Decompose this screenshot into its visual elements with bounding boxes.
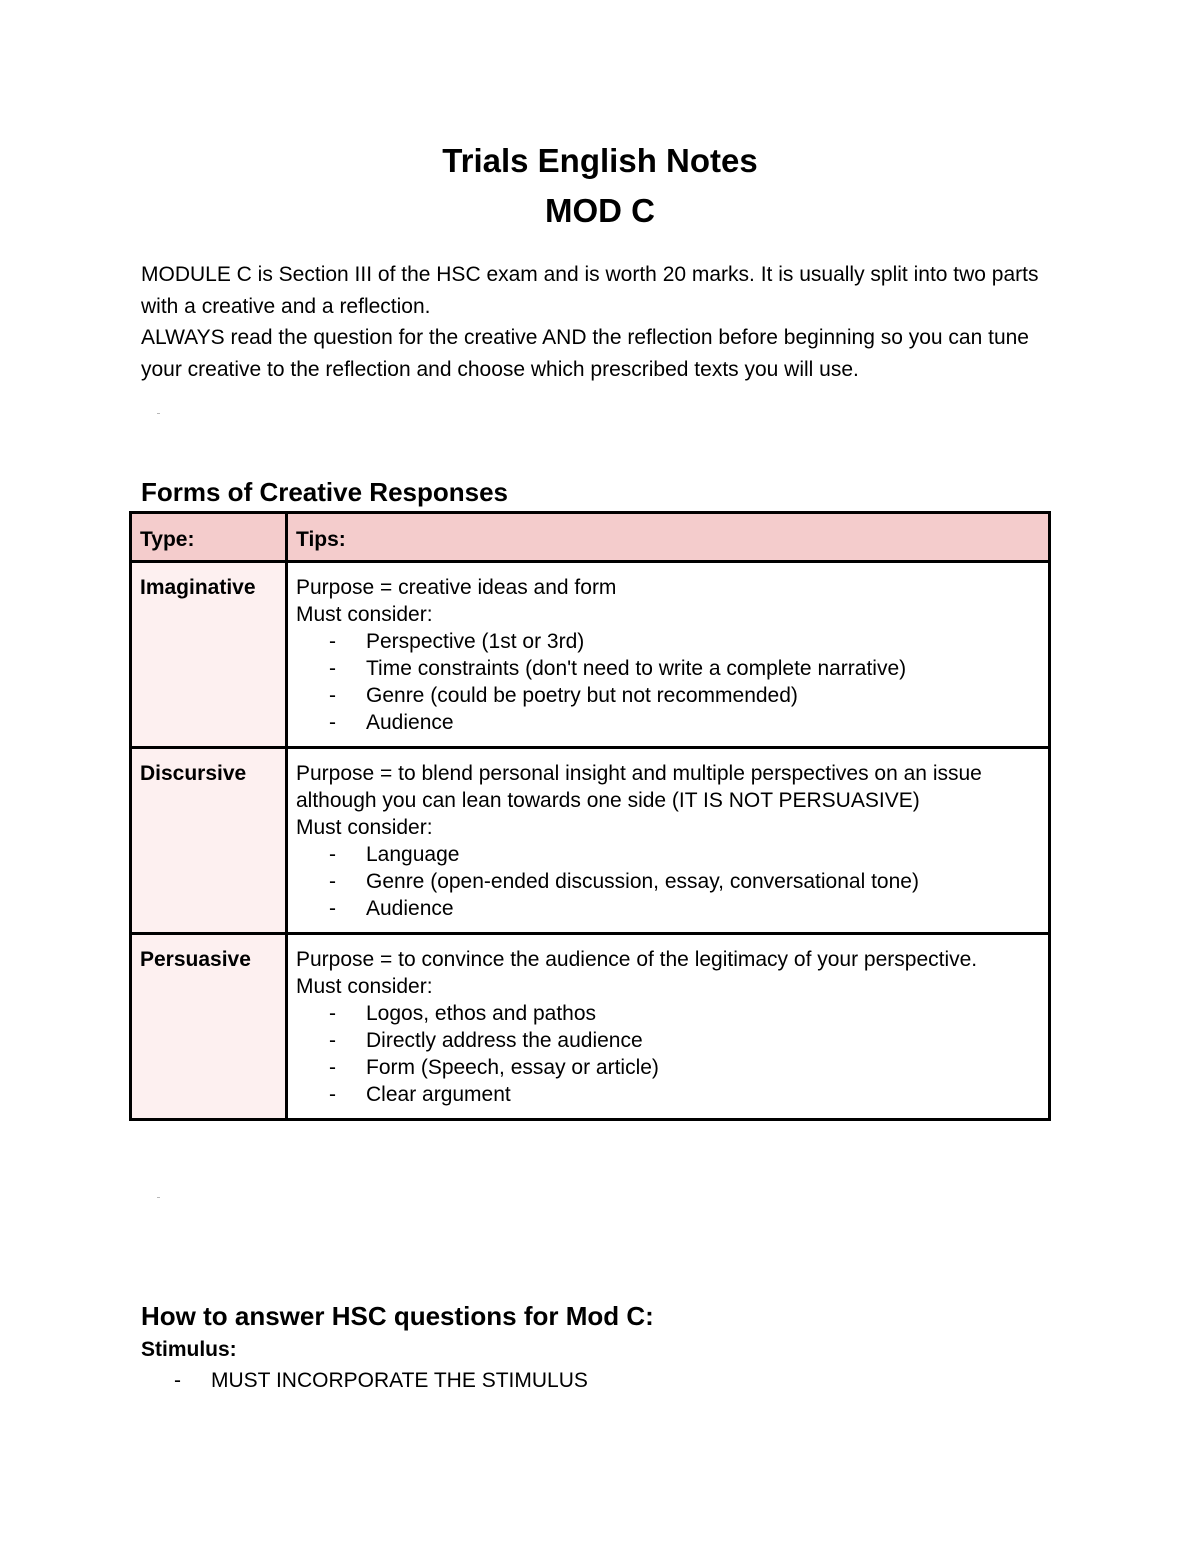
dash-bullet: - [329,711,336,734]
row-tips [287,934,1050,1120]
dash-bullet: - [329,657,336,680]
stimulus-subheading: Stimulus: [141,1338,237,1361]
row-tips [287,748,1050,934]
row-type-persuasive: Persuasive [131,934,287,1120]
table-row [131,934,1050,1120]
row-type-discursive: Discursive [131,748,287,934]
document-title: Trials English Notes [442,142,758,179]
column-header-type: Type: [131,513,287,562]
stray-mark [157,413,160,414]
list-item-text: Perspective (1st or 3rd) [366,630,585,653]
forms-heading: Forms of Creative Responses [141,477,509,507]
consider-label: Must consider: [296,603,433,626]
column-header-tips: Tips: [287,513,1050,562]
list-item-text: Form (Speech, essay or article) [366,1056,659,1079]
list-item [296,1000,1040,1027]
dash-bullet: - [329,870,336,893]
list-item-text: Time constraints (don't need to write a complete narrative) [366,657,907,680]
dash-bullet: - [329,1029,336,1052]
purpose-text: Purpose = to blend personal insight and multiple perspectives on an issue although you can lean towards one side (IT IS NOT PERSUASIVE) [296,762,982,812]
dash-bullet: - [329,1002,336,1025]
list-item [296,895,1040,922]
list-item-text: Audience [366,897,454,920]
dash-bullet: - [329,1056,336,1079]
table-row [131,748,1050,934]
table-row [131,562,1050,748]
dash-bullet: - [329,897,336,920]
dash-bullet: - [329,630,336,653]
document-subtitle: MOD C [545,192,655,229]
list-item-text: Genre (could be poetry but not recommended) [366,684,798,707]
list-item [296,655,1040,682]
table-header-row [131,513,1050,562]
dash-bullet: - [329,843,336,866]
list-item [296,1081,1040,1108]
answer-heading: How to answer HSC questions for Mod C: [141,1301,654,1331]
purpose-text: Purpose = creative ideas and form [296,576,617,599]
list-item [296,868,1040,895]
list-item [296,682,1040,709]
dash-bullet: - [329,1083,336,1106]
list-item [296,1054,1040,1081]
intro-text [141,259,1071,385]
dash-bullet: - [329,684,336,707]
list-item-text: MUST INCORPORATE THE STIMULUS [211,1369,588,1392]
dash-bullet: - [174,1369,181,1392]
list-item-text: Clear argument [366,1083,511,1106]
list-item-text: Directly address the audience [366,1029,643,1052]
stray-mark [157,1197,160,1198]
list-item [296,709,1040,736]
list-item [296,841,1040,868]
intro-paragraph: MODULE C is Section III of the HSC exam and is worth 20 marks. It is usually split into two parts with a creative and a reflection. [141,263,1039,318]
forms-table [129,511,1051,1121]
list-item [296,1027,1040,1054]
list-item-text: Language [366,843,460,866]
list-item [296,628,1040,655]
list-item-text: Genre (open-ended discussion, essay, conversational tone) [366,870,919,893]
row-tips [287,562,1050,748]
list-item-text: Audience [366,711,454,734]
list-item-text: Logos, ethos and pathos [366,1002,597,1025]
consider-label: Must consider: [296,816,433,839]
purpose-text: Purpose = to convince the audience of the legitimacy of your perspective. [296,948,978,971]
consider-label: Must consider: [296,975,433,998]
intro-paragraph: ALWAYS read the question for the creative AND the reflection before beginning so you can tune your creative to the reflection and choose which prescribed texts you will use. [141,326,1029,381]
row-type-imaginative: Imaginative [131,562,287,748]
